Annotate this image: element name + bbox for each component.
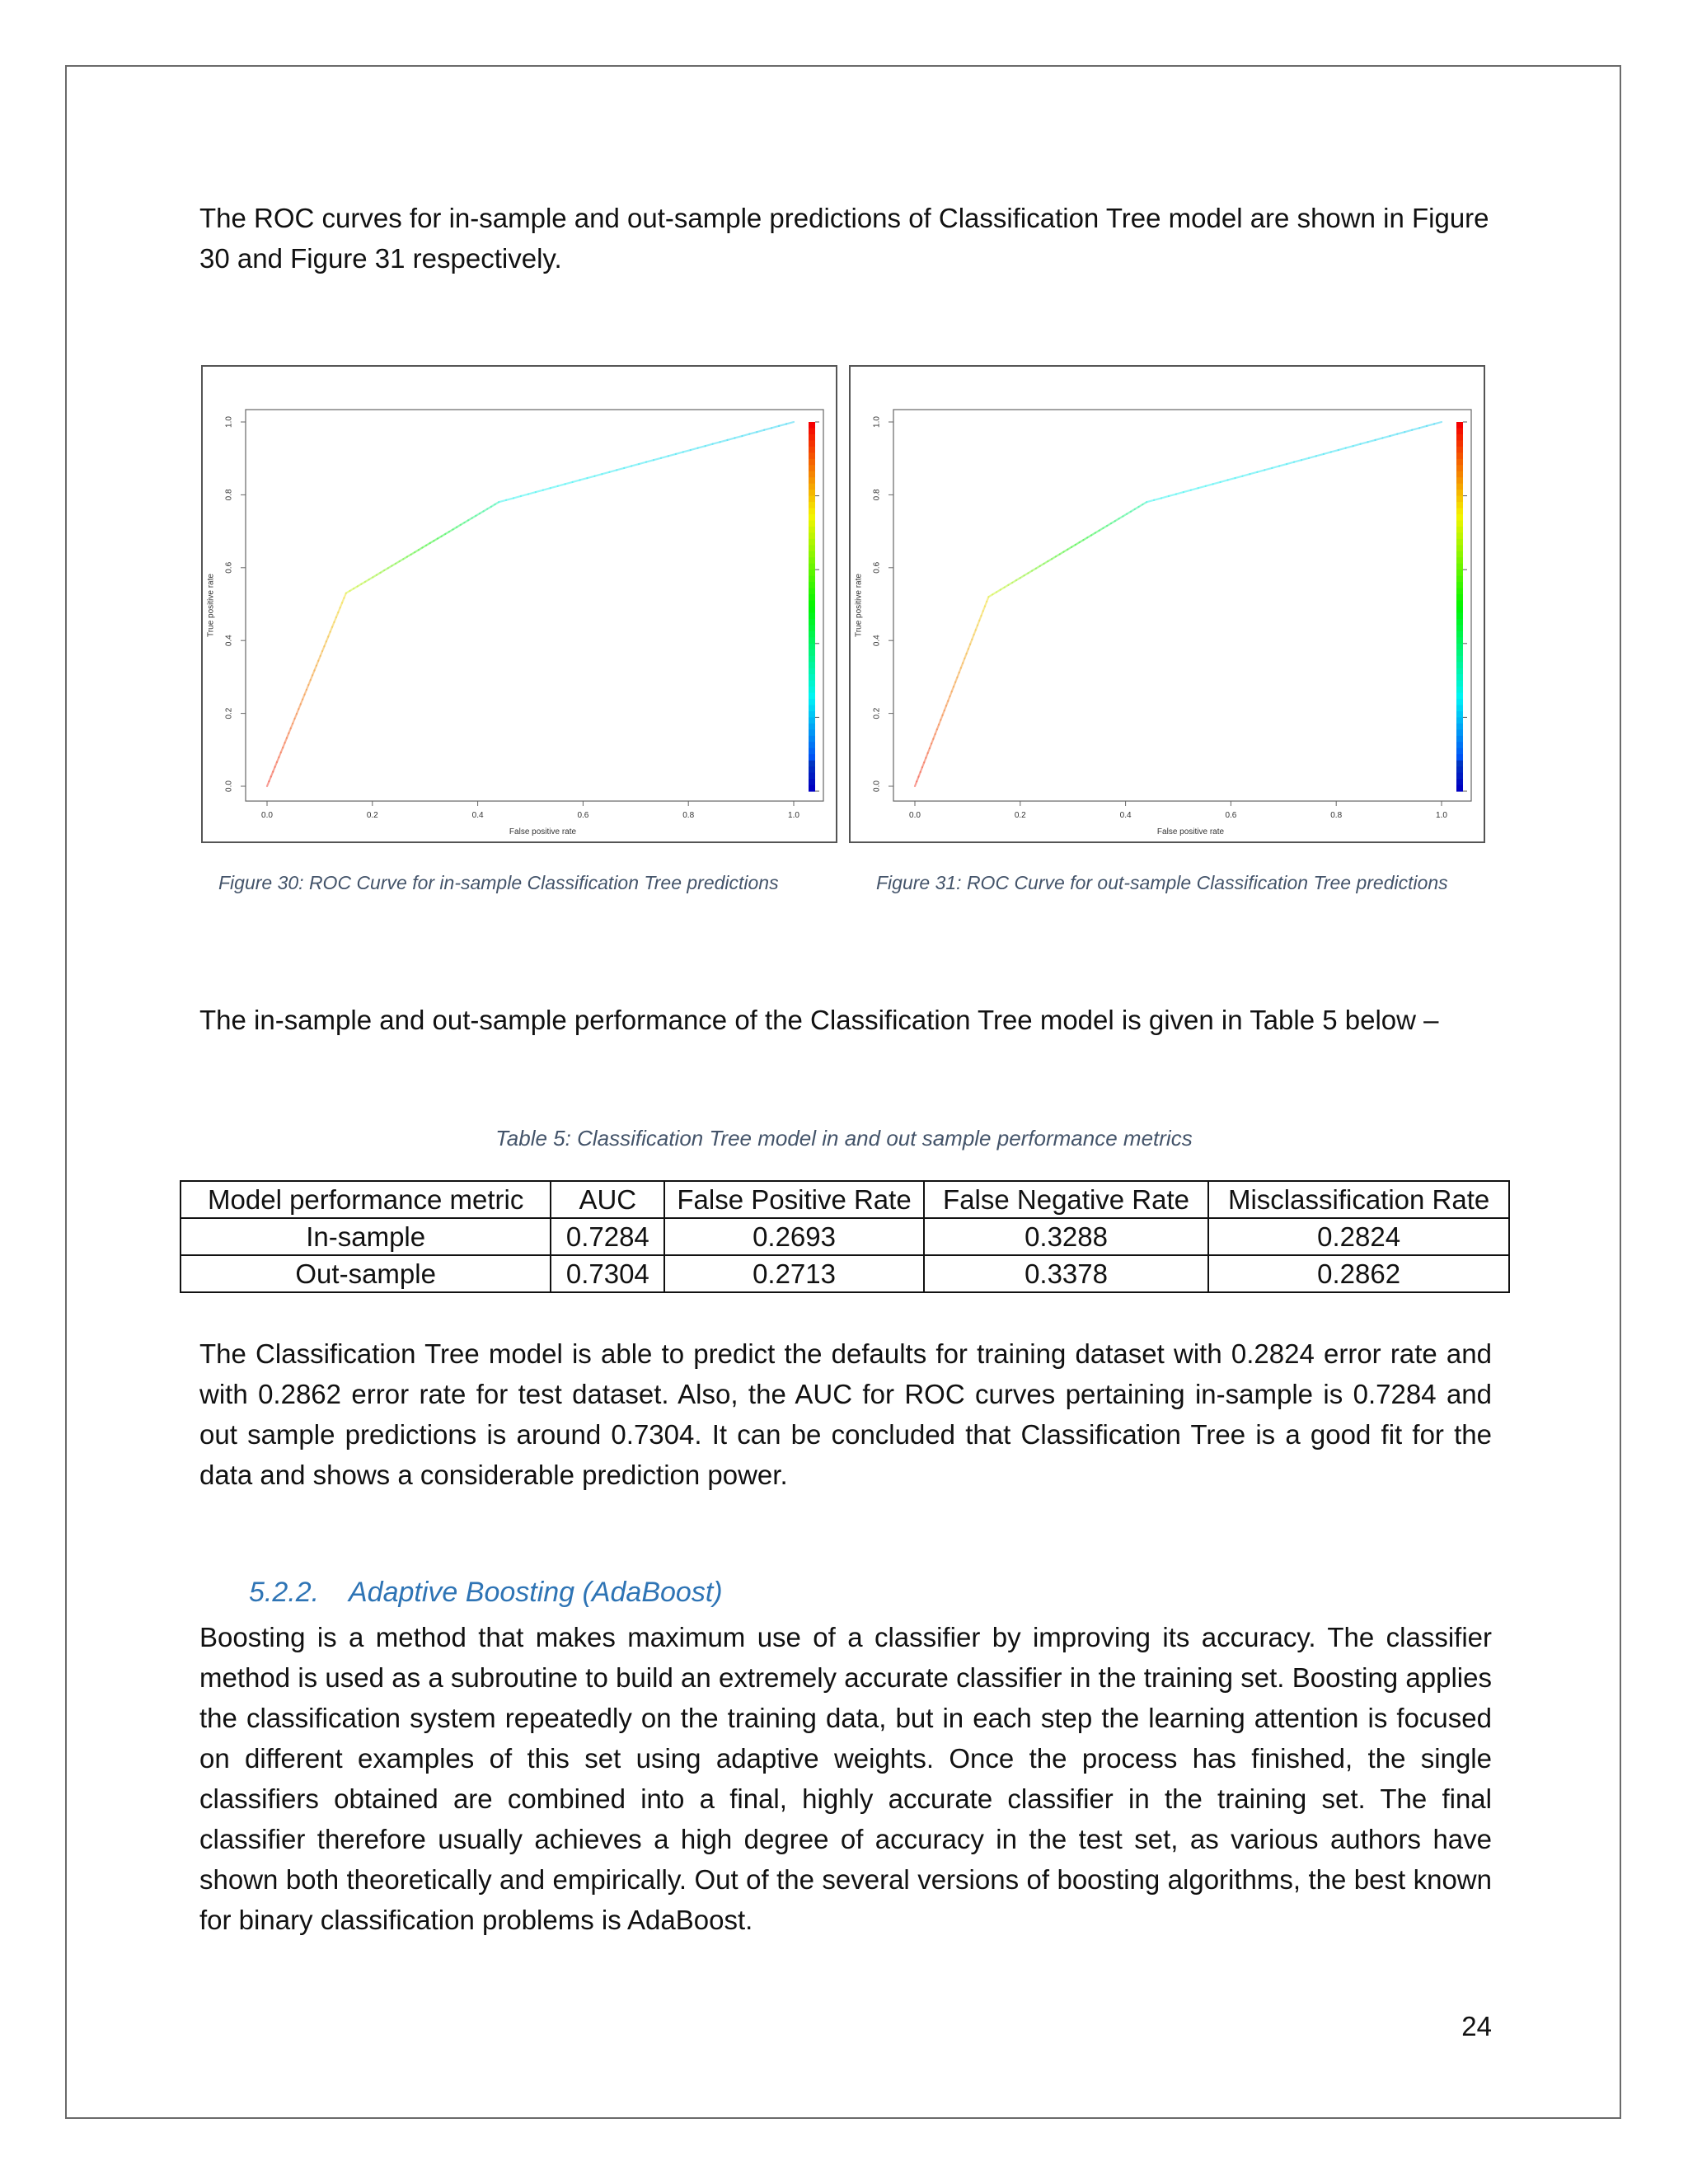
colorbar-cell (1456, 761, 1463, 767)
colorbar-cell (809, 551, 815, 558)
roc-curve-segment (1434, 422, 1442, 424)
colorbar-cell (1456, 582, 1463, 588)
roc-curve-segment (727, 438, 734, 439)
plot-frame (893, 410, 1471, 801)
colorbar-cell (1456, 594, 1463, 601)
colorbar-cell (809, 484, 815, 490)
colorbar-cell (809, 724, 815, 730)
x-tick-label: 0.8 (682, 811, 695, 820)
colorbar-cell (1456, 447, 1463, 453)
colorbar-cell (809, 594, 815, 601)
roc-curve-segment (1331, 450, 1339, 452)
roc-curve-segment (1184, 490, 1191, 492)
colorbar-cell (809, 729, 815, 736)
colorbar-cell (1456, 557, 1463, 564)
colorbar-cell (809, 514, 815, 521)
colorbar-cell (809, 736, 815, 743)
roc-curve-segment (536, 490, 543, 492)
y-tick-label: 0.0 (872, 780, 882, 792)
colorbar-cell (809, 705, 815, 711)
colorbar-cell (809, 773, 815, 780)
roc-curve-segment (1309, 456, 1316, 457)
colorbar-cell (809, 428, 815, 434)
roc-curve-segment (661, 456, 668, 457)
table-intro-paragraph: The in-sample and out-sample performance of the Classification Tree model is given in Table 5 below – (199, 1005, 1439, 1035)
roc-curve-segment (639, 462, 646, 464)
colorbar-cell (809, 717, 815, 724)
adaboost-paragraph: Boosting is a method that makes maximum use of a classifier by improving its accuracy. The classifier method is used as a subroutine to build an extremely accurate classifier in the training set. Boosting applies the classification system repeatedly on the training data, but in each step the learning attention is focused on different examples of this set using adaptive weights. Once the process has finished, the single classifiers obtained are combined into a final, highly accurate classifier in the training set. The final classifier therefore usually achieves a high degree of accuracy in the test set, as various authors have shown both theoretically and empirically. Out of the several versions of boosting algorithms, the best known for binary classification problems is AdaBoost. (199, 1622, 1492, 1935)
colorbar-cell (809, 742, 815, 748)
table-cell: Out-sample (181, 1255, 551, 1292)
roc-curve-segment (1316, 454, 1324, 456)
colorbar-cell (809, 532, 815, 539)
colorbar-cell (1456, 459, 1463, 466)
roc-curve-segment (1228, 478, 1236, 480)
roc-curve-segment (668, 454, 676, 456)
colorbar-cell (809, 649, 815, 656)
colorbar-cell (1456, 748, 1463, 755)
colorbar-cell (809, 527, 815, 533)
plot-frame (246, 410, 823, 801)
colorbar-cell (1456, 644, 1463, 650)
roc-curve-segment (771, 426, 779, 428)
x-tick-label: 1.0 (788, 811, 799, 820)
colorbar-cell (1456, 693, 1463, 700)
colorbar-cell (1456, 717, 1463, 724)
colorbar-cell (1456, 681, 1463, 687)
roc-curve-segment (1279, 464, 1287, 466)
roc-curve-segment (573, 480, 580, 481)
colorbar-cell (809, 779, 815, 785)
roc-curve-segment (624, 466, 631, 467)
roc-curve-segment (1198, 486, 1206, 488)
colorbar-cell (1456, 440, 1463, 447)
header-auc: AUC (551, 1181, 664, 1218)
figure-30-roc-chart (201, 365, 837, 843)
roc-curve-segment (1397, 432, 1404, 434)
roc-curve-segment (691, 448, 698, 450)
roc-curve-segment (654, 458, 661, 460)
roc-curve-segment (588, 476, 595, 478)
x-tick-label: 0.0 (909, 811, 921, 820)
roc-curve-segment (1206, 484, 1213, 485)
y-tick-label: 0.2 (224, 707, 234, 719)
roc-curve-segment (617, 468, 624, 470)
colorbar-cell (1456, 785, 1463, 792)
y-tick-label: 0.4 (224, 635, 234, 647)
colorbar-cell (1456, 527, 1463, 533)
roc-curve-segment (1382, 436, 1390, 438)
x-tick-label: 0.6 (577, 811, 589, 820)
colorbar-cell (1456, 422, 1463, 429)
colorbar-cell (809, 607, 815, 613)
colorbar-cell (1456, 465, 1463, 471)
roc-curve-segment (1257, 470, 1264, 471)
roc-curve-segment (1161, 496, 1169, 498)
roc-curve-segment (676, 452, 683, 453)
colorbar-cell (1456, 742, 1463, 748)
roc-curve-segment (513, 496, 521, 498)
colorbar-cell (1456, 569, 1463, 576)
colorbar-cell (1456, 687, 1463, 693)
roc-curve-segment (720, 440, 728, 442)
intro-paragraph: The ROC curves for in-sample and out-sample predictions of Classification Tree model are shown in Figure 30 and Figure 31 respectively. (199, 203, 1489, 274)
y-axis-label: True positive rate (206, 574, 216, 637)
colorbar-cell (1456, 637, 1463, 644)
colorbar-cell (1456, 619, 1463, 626)
colorbar-cell (809, 612, 815, 619)
colorbar-cell (1456, 509, 1463, 515)
colorbar-cell (809, 644, 815, 650)
table-row (181, 1255, 1509, 1292)
x-tick-label: 0.6 (1225, 811, 1237, 820)
roc-curve-segment (1339, 448, 1346, 450)
x-tick-label: 0.2 (366, 811, 378, 820)
colorbar-cell (1456, 779, 1463, 785)
roc-curve-segment (742, 434, 749, 436)
roc-chart-out-sample (851, 367, 1484, 841)
colorbar-cell (809, 631, 815, 638)
colorbar-cell (809, 557, 815, 564)
colorbar-cell (809, 422, 815, 429)
colorbar-cell (1456, 588, 1463, 595)
colorbar-cell (809, 502, 815, 509)
table-cell: 0.3378 (924, 1255, 1208, 1292)
colorbar-cell (809, 681, 815, 687)
colorbar-cell (1456, 656, 1463, 663)
colorbar-cell (1456, 539, 1463, 546)
colorbar-cell (809, 520, 815, 527)
table-cell: 0.7304 (551, 1255, 664, 1292)
roc-curve-segment (1294, 460, 1301, 462)
x-tick-label: 0.4 (471, 811, 484, 820)
x-tick-label: 0.4 (1119, 811, 1132, 820)
roc-curve-segment (1375, 438, 1382, 439)
colorbar-cell (809, 588, 815, 595)
y-tick-label: 0.6 (224, 561, 234, 574)
colorbar-cell (1456, 471, 1463, 478)
colorbar-cell (1456, 754, 1463, 761)
table-cell: 0.3288 (924, 1218, 1208, 1255)
colorbar-cell (809, 761, 815, 767)
colorbar-cell (1456, 601, 1463, 607)
colorbar-cell (1456, 773, 1463, 780)
x-tick-label: 0.8 (1330, 811, 1343, 820)
roc-chart-in-sample (203, 367, 836, 841)
roc-curve-segment (764, 428, 771, 429)
roc-curve-segment (1427, 424, 1434, 425)
x-tick-label: 0.0 (261, 811, 273, 820)
y-tick-label: 1.0 (872, 416, 882, 428)
colorbar-cell (809, 754, 815, 761)
colorbar-cell (1456, 520, 1463, 527)
roc-curve-segment (1250, 472, 1257, 474)
colorbar-cell (1456, 496, 1463, 503)
roc-curve-segment (1301, 458, 1309, 460)
colorbar-cell (809, 601, 815, 607)
colorbar-cell (809, 785, 815, 792)
colorbar-cell (809, 440, 815, 447)
colorbar-cell (809, 674, 815, 681)
colorbar-cell (809, 711, 815, 718)
roc-curve-segment (734, 436, 742, 438)
roc-curve-segment (602, 472, 609, 474)
roc-curve-segment (528, 492, 536, 494)
colorbar-cell (809, 434, 815, 441)
y-tick-label: 0.4 (872, 635, 882, 647)
colorbar-cell (809, 748, 815, 755)
roc-curve-segment (1264, 468, 1272, 470)
table-cell: 0.2824 (1208, 1218, 1509, 1255)
colorbar-cell (1456, 576, 1463, 583)
roc-curve-segment (1324, 452, 1331, 453)
roc-curve-segment (565, 482, 573, 484)
colorbar-cell (1456, 668, 1463, 675)
colorbar-cell (809, 662, 815, 668)
roc-curve-segment (786, 422, 794, 424)
roc-curve-segment (646, 460, 654, 462)
colorbar-cell (809, 625, 815, 631)
colorbar-cell (809, 459, 815, 466)
roc-curve-segment (558, 484, 565, 485)
y-tick-label: 0.6 (872, 561, 882, 574)
x-axis-label: False positive rate (1156, 827, 1225, 837)
roc-curve-segment (1368, 440, 1376, 442)
roc-curve-segment (1353, 444, 1361, 446)
figure-31-roc-chart (849, 365, 1485, 843)
roc-curve-segment (706, 444, 713, 446)
colorbar-cell (1456, 612, 1463, 619)
roc-curve-segment (609, 470, 617, 471)
roc-curve-segment (1221, 480, 1228, 481)
colorbar-cell (809, 447, 815, 453)
colorbar-cell (809, 766, 815, 773)
table-cell: In-sample (181, 1218, 551, 1255)
colorbar-cell (809, 637, 815, 644)
colorbar-cell (809, 564, 815, 570)
header-false-negative-rate: False Negative Rate (924, 1181, 1208, 1218)
colorbar-cell (1456, 551, 1463, 558)
colorbar-cell (1456, 428, 1463, 434)
roc-curve-segment (594, 474, 602, 476)
colorbar-cell (1456, 532, 1463, 539)
table-5-caption: Table 5: Classification Tree model in and out sample performance metrics (495, 1126, 1193, 1151)
roc-curve-segment (580, 478, 588, 480)
figure-31-caption: Figure 31: ROC Curve for out-sample Classification Tree predictions (876, 872, 1448, 893)
table-cell: 0.2713 (664, 1255, 924, 1292)
table-cell: 0.2862 (1208, 1255, 1509, 1292)
colorbar-cell (1456, 699, 1463, 705)
colorbar-cell (809, 656, 815, 663)
colorbar-cell (809, 477, 815, 484)
roc-curve-segment (1154, 498, 1161, 499)
colorbar-cell (809, 569, 815, 576)
table-row (181, 1218, 1509, 1255)
colorbar-cell (1456, 545, 1463, 551)
table-cell: 0.2693 (664, 1218, 924, 1255)
colorbar-cell (809, 699, 815, 705)
colorbar-cell (1456, 607, 1463, 613)
colorbar-cell (1456, 766, 1463, 773)
colorbar-cell (1456, 452, 1463, 459)
roc-curve-segment (1176, 492, 1184, 494)
x-axis-label: False positive rate (509, 827, 577, 837)
colorbar-cell (1456, 484, 1463, 490)
roc-curve-segment (1390, 434, 1397, 436)
header-misclassification-rate: Misclassification Rate (1208, 1181, 1509, 1218)
roc-curve-segment (749, 432, 757, 434)
roc-curve-segment (698, 446, 706, 448)
section-heading (249, 1577, 723, 1609)
y-tick-label: 0.0 (224, 780, 234, 792)
roc-curve-segment (1213, 482, 1221, 484)
colorbar-cell (1456, 490, 1463, 496)
roc-curve-segment (499, 500, 506, 502)
colorbar-cell (809, 693, 815, 700)
colorbar-cell (1456, 711, 1463, 718)
y-tick-label: 0.8 (224, 489, 234, 501)
y-axis-label: True positive rate (854, 574, 864, 637)
colorbar-cell (1456, 705, 1463, 711)
x-tick-label: 0.2 (1014, 811, 1026, 820)
colorbar-cell (1456, 736, 1463, 743)
colorbar-cell (809, 668, 815, 675)
roc-curve-segment (1169, 494, 1176, 496)
colorbar-cell (1456, 662, 1463, 668)
roc-curve-segment (1404, 430, 1412, 432)
colorbar-cell (809, 582, 815, 588)
y-tick-label: 0.2 (872, 707, 882, 719)
colorbar-cell (809, 619, 815, 626)
colorbar-cell (809, 496, 815, 503)
roc-curve-segment (1146, 500, 1154, 502)
roc-curve-segment (779, 424, 786, 425)
colorbar-cell (809, 465, 815, 471)
header-model-performance-metric: Model performance metric (181, 1181, 551, 1218)
roc-curve-segment (1287, 462, 1294, 464)
roc-curve-segment (683, 450, 691, 452)
y-tick-label: 0.8 (872, 489, 882, 501)
colorbar-cell (1456, 477, 1463, 484)
roc-curve-segment (551, 486, 558, 488)
roc-curve-segment (521, 494, 528, 496)
colorbar-cell (809, 545, 815, 551)
roc-curve-segment (1419, 426, 1427, 428)
roc-curve-segment (506, 498, 513, 499)
roc-curve-segment (713, 442, 720, 443)
colorbar-cell (1456, 502, 1463, 509)
colorbar-cell (1456, 729, 1463, 736)
figure-30-caption: Figure 30: ROC Curve for in-sample Classification Tree predictions (218, 872, 779, 893)
roc-curve-segment (631, 464, 639, 466)
conclusion-paragraph: The Classification Tree model is able to predict the defaults for training dataset with 0.2824 error rate and with 0.2862 error rate for test dataset. Also, the AUC for ROC curves pertaining in-sample is 0.7284 and out sample predictions is around 0.7304. It can be concluded that Classification Tree is a good fit for the data and shows a considerable prediction power. (199, 1338, 1492, 1490)
colorbar-cell (1456, 625, 1463, 631)
roc-curve-segment (1242, 474, 1250, 476)
section-title: Adaptive Boosting (AdaBoost) (349, 1577, 723, 1608)
colorbar-cell (809, 687, 815, 693)
colorbar-cell (1456, 514, 1463, 521)
colorbar-cell (809, 539, 815, 546)
colorbar-cell (809, 471, 815, 478)
colorbar-cell (809, 576, 815, 583)
colorbar-cell (1456, 564, 1463, 570)
colorbar-cell (1456, 674, 1463, 681)
roc-curve-segment (1361, 442, 1368, 443)
header-false-positive-rate: False Positive Rate (664, 1181, 924, 1218)
colorbar-cell (809, 509, 815, 515)
table-cell: 0.7284 (551, 1218, 664, 1255)
x-tick-label: 1.0 (1436, 811, 1447, 820)
roc-curve-segment (1236, 476, 1243, 478)
colorbar-cell (809, 490, 815, 496)
page-number: 24 (1461, 2011, 1492, 2041)
roc-curve-segment (1272, 466, 1279, 467)
colorbar-cell (1456, 434, 1463, 441)
table-header-row (181, 1181, 1509, 1218)
colorbar-cell (809, 452, 815, 459)
roc-curve-segment (1191, 488, 1198, 490)
roc-curve-segment (757, 430, 764, 432)
roc-curve-segment (1346, 446, 1353, 448)
performance-metrics-table (180, 1180, 1510, 1293)
roc-curve-segment (1412, 428, 1419, 429)
roc-curve-segment (543, 488, 551, 490)
section-number: 5.2.2. (249, 1577, 320, 1608)
colorbar-cell (1456, 631, 1463, 638)
y-tick-label: 1.0 (224, 416, 234, 428)
colorbar-cell (1456, 649, 1463, 656)
colorbar-cell (1456, 724, 1463, 730)
